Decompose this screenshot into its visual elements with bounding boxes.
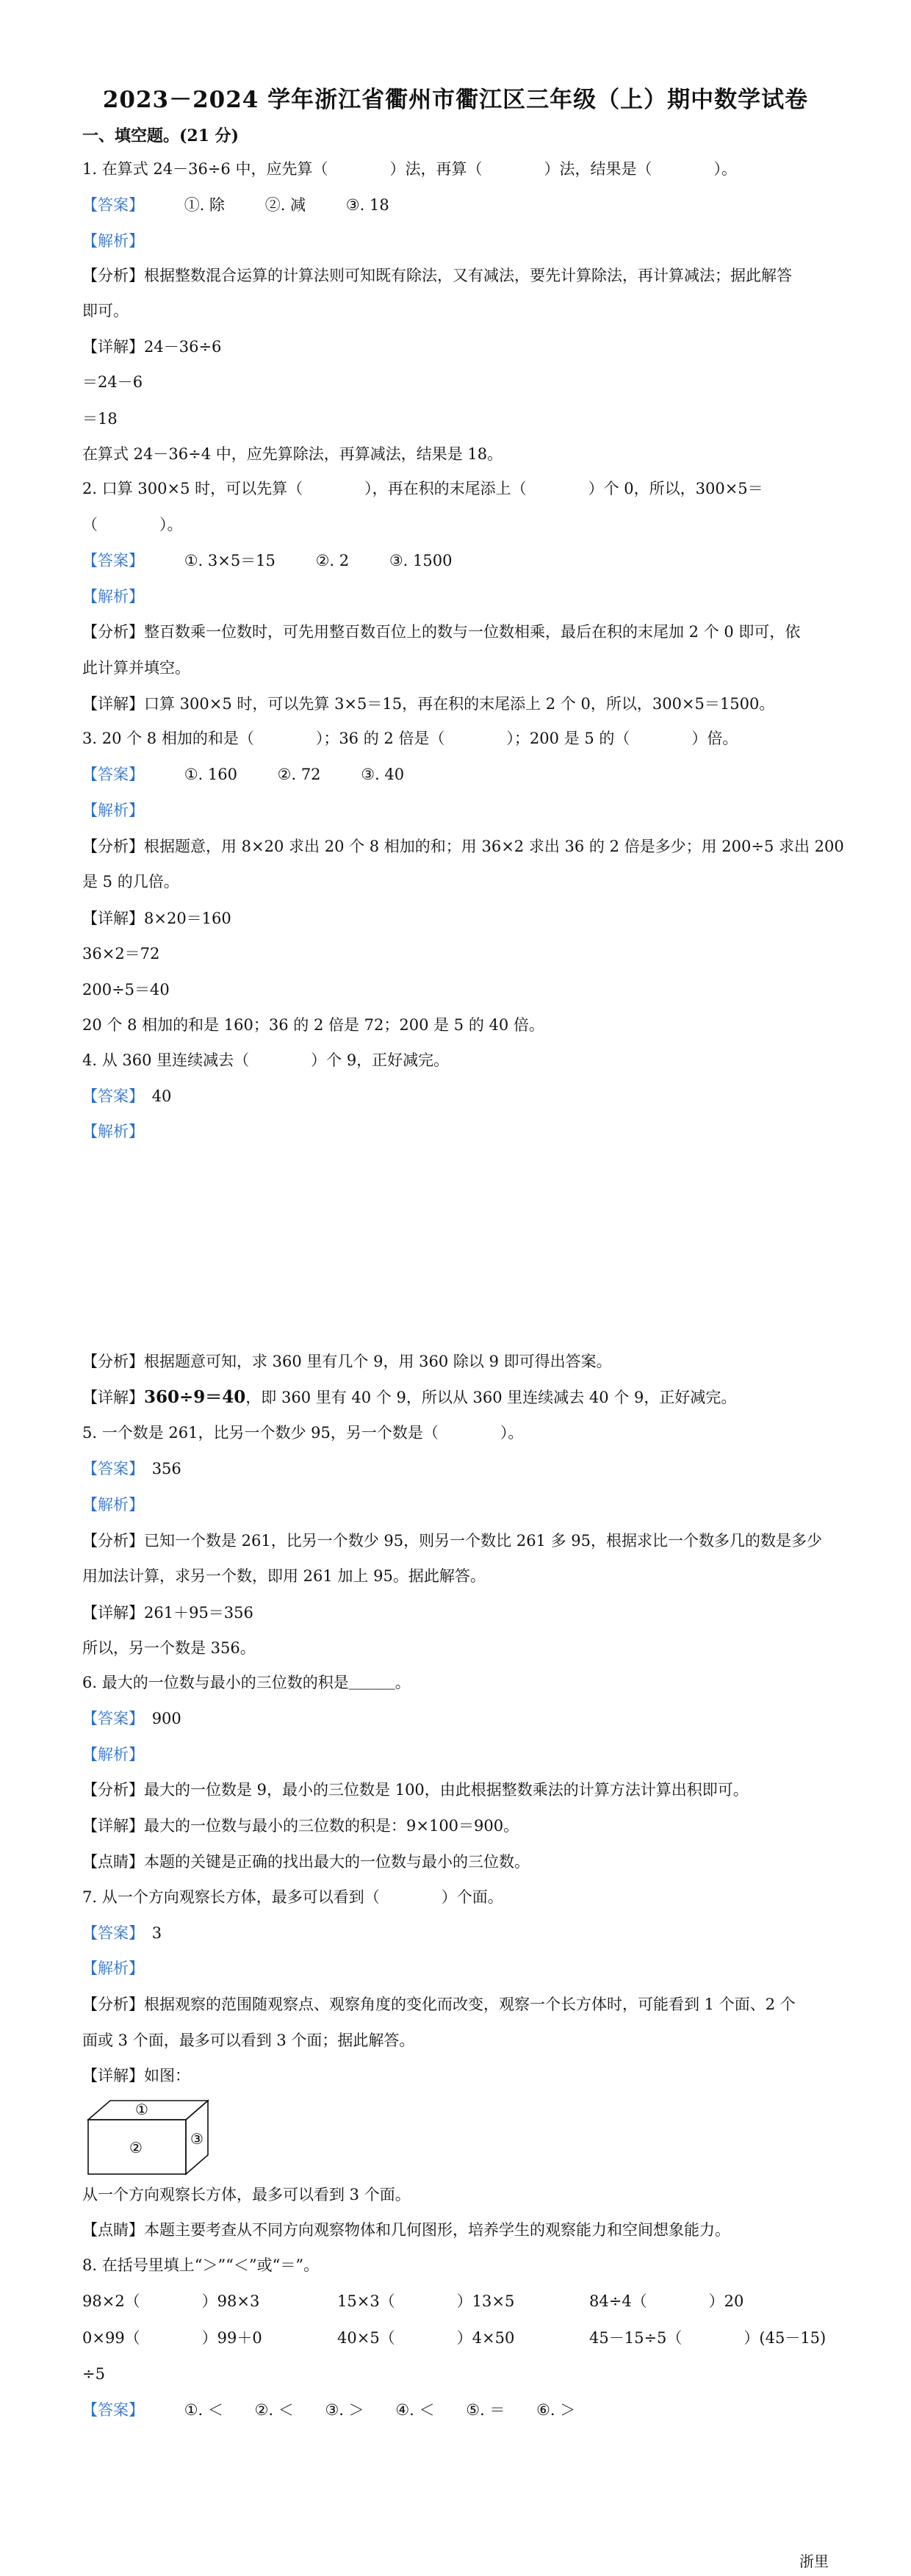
q7-fenxi-2: 面或 3 个面，最多可以看到 3 个面；据此解答。 [82,2032,415,2049]
q7-xiangjie: 【详解】如图： [82,2067,190,2084]
answer-label: 【答案】 [82,552,144,569]
q2-answer-2: ②. 2 [315,552,350,569]
answer-label: 【答案】 [82,196,144,214]
page-footer: 浙里 [799,2552,829,2570]
analysis-label: 【解析】 [82,588,144,605]
q1-stem: 1. 在算式 24－36÷6 中，应先算（ ）法，再算（ ）法，结果是（ ）。 [82,160,737,178]
q2-xiangjie: 【详解】口算 300×5 时，可以先算 3×5＝15，再在积的末尾添上 2 个 0，所以，300×5＝1500。 [82,695,775,713]
q3-answer-2: ②. 72 [277,766,321,783]
q3-step-1: 36×2＝72 [82,945,160,963]
q3-fenxi-1: 【分析】根据题意，用 8×20 求出 20 个 8 相加的和；用 36×2 求出 36 的 2 倍是多少；用 200÷5 求出 200 [82,838,844,855]
q2-answer-row [82,550,838,572]
analysis-label: 【解析】 [82,1746,144,1763]
answer-label: 【答案】 [82,1460,144,1478]
q8-answer-2: ②. ＜ [254,2401,294,2419]
q1-answer-2: ②. 减 [264,196,306,214]
q4-answer: 40 [151,1087,172,1105]
q8-answer-6: ⑥. ＞ [536,2401,576,2419]
q3-stem: 3. 20 个 8 相加的和是（ ）；36 的 2 倍是（ ）；200 是 5 的（ ）倍。 [82,730,738,747]
analysis-label: 【解析】 [82,802,144,819]
q7-fenxi-1: 【分析】根据观察的范围随观察点、观察角度的变化而改变，观察一个长方体时，可能看到 1 个面、2 个 [82,1996,796,2013]
face-label-front: ② [129,2139,143,2156]
q5-fenxi-1: 【分析】已知一个数是 261，比另一个数少 95，则另一个数比 261 多 95，根据求比一个数多几的数是多少 [82,1532,822,1550]
answer-label: 【答案】 [82,1924,144,1942]
q2-fenxi-1: 【分析】整百数乘一位数时，可先用整百数百位上的数与一位数相乘，最后在积的末尾加 2 个 0 即可，依 [82,623,801,641]
q8-stem: 8. 在括号里填上“＞”“＜”或“＝”。 [82,2256,320,2274]
q4-fenxi: 【分析】根据题意可知，求 360 里有几个 9，用 360 除以 9 即可得出答案。 [82,1353,612,1370]
q4-stem: 4. 从 360 里连续减去（ ）个 9，正好减完。 [82,1051,450,1069]
q1-step-1: ＝24－6 [82,373,143,391]
q8-row-2 [82,2327,838,2349]
q6-dianjing: 【点睛】本题的关键是正确的找出最大的一位数与最小的三位数。 [82,1853,530,1871]
q4-xiangjie [82,1386,838,1408]
q4-answer-row [82,1085,838,1107]
q3-conclusion: 20 个 8 相加的和是 160；36 的 2 倍是 72；200 是 5 的 40 倍。 [82,1016,544,1034]
q7-stem: 7. 从一个方向观察长方体，最多可以看到（ ）个面。 [82,1888,503,1906]
q8-item-2: 15×3（ ）13×5 [337,2292,515,2310]
analysis-label: 【解析】 [82,1960,144,1977]
q8-answer-3: ③. ＞ [325,2401,364,2419]
face-label-top: ① [135,2101,148,2118]
q6-fenxi: 【分析】最大的一位数是 9，最小的三位数是 100，由此根据整数乘法的计算方法计算出积即可。 [82,1781,749,1799]
answer-label: 【答案】 [82,1710,144,1727]
q8-item-4: 0×99（ ）99＋0 [82,2329,262,2347]
q5-answer-row [82,1458,838,1480]
q2-answer-3: ③. 1500 [389,552,453,569]
q5-conclusion: 所以，另一个数是 356。 [82,1639,256,1657]
q8-item-6: 45－15÷5（ ）(45－15) [589,2329,827,2347]
answer-label: 【答案】 [82,1087,144,1105]
q3-answer-3: ③. 40 [361,766,405,783]
q8-item-5: 40×5（ ）4×50 [337,2329,515,2347]
q5-xiangjie: 【详解】261＋95＝356 [82,1604,253,1622]
q6-answer-row [82,1708,838,1730]
section-heading: 一、填空题。(21 分) [82,126,240,145]
analysis-label: 【解析】 [82,1123,144,1140]
q1-xiangjie: 【详解】24－36÷6 [82,338,222,356]
q4-xiangjie-rest: ，即 360 里有 40 个 9，所以从 360 里连续减去 40 个 9，正好减完。 [245,1389,737,1406]
q1-fenxi-1: 【分析】根据整数混合运算的计算法则可知既有除法，又有减法，要先计算除法，再计算减法；据此解答 [82,267,792,284]
q3-xiangjie: 【详解】8×20＝160 [82,910,231,927]
q7-answer-row [82,1922,838,1944]
q8-answer-1: ①. ＜ [184,2401,223,2419]
q2-stem-2: （ ）。 [82,516,183,533]
q4-xiangjie-label: 【详解】 [82,1389,144,1406]
q1-step-2: ＝18 [82,410,118,428]
q5-fenxi-2: 用加法计算，求另一个数，即用 261 加上 95。据此解答。 [82,1567,486,1585]
q5-answer: 356 [151,1460,181,1478]
q2-fenxi-2: 此计算并填空。 [82,659,190,677]
q2-answer-1: ①. 3×5＝15 [184,552,276,569]
q1-fenxi-2: 即可。 [82,302,129,320]
q7-conclusion: 从一个方向观察长方体，最多可以看到 3 个面。 [82,2186,411,2203]
page-title: 2023－2024 学年浙江省衢州市衢江区三年级（上）期中数学试卷 [102,87,809,113]
q6-answer: 900 [151,1710,181,1727]
q1-answer-1: ①. 除 [184,196,226,214]
q8-row-1 [82,2290,838,2312]
q8-row-3: ÷5 [82,2365,105,2383]
answer-label: 【答案】 [82,2401,144,2419]
answer-label: 【答案】 [82,766,144,783]
q8-item-3: 84÷4（ ）20 [589,2292,744,2310]
q1-conclusion: 在算式 24－36÷4 中，应先算除法，再算减法，结果是 18。 [82,445,503,463]
q3-fenxi-2: 是 5 的几倍。 [82,873,179,891]
q6-stem: 6. 最大的一位数与最小的三位数的积是＿＿＿。 [82,1674,411,1691]
q8-answer-5: ⑤. ＝ [466,2401,505,2419]
q7-answer: 3 [151,1924,162,1942]
q8-answer-4: ④. ＜ [395,2401,435,2419]
q2-stem-1: 2. 口算 300×5 时，可以先算（ ），再在积的末尾添上（ ）个 0，所以，300×5＝ [82,480,763,497]
q4-xiangjie-math: 360÷9＝40 [144,1387,246,1407]
cuboid-figure [84,2098,213,2179]
q1-answer-row [82,194,838,216]
q8-item-1: 98×2（ ）98×3 [82,2292,260,2310]
analysis-label: 【解析】 [82,1496,144,1514]
analysis-label: 【解析】 [82,232,144,250]
face-label-side: ③ [190,2130,204,2148]
q5-stem: 5. 一个数是 261，比另一个数少 95，另一个数是（ ）。 [82,1424,524,1442]
q3-step-2: 200÷5＝40 [82,981,170,999]
q6-xiangjie: 【详解】最大的一位数与最小的三位数的积是：9×100＝900。 [82,1817,519,1835]
q3-answer-row [82,763,838,785]
q7-dianjing: 【点睛】本题主要考查从不同方向观察物体和几何图形，培养学生的观察能力和空间想象能力。 [82,2221,730,2239]
q8-answer-row [82,2399,838,2421]
q1-answer-3: ③. 18 [345,196,389,214]
q3-answer-1: ①. 160 [184,766,237,783]
